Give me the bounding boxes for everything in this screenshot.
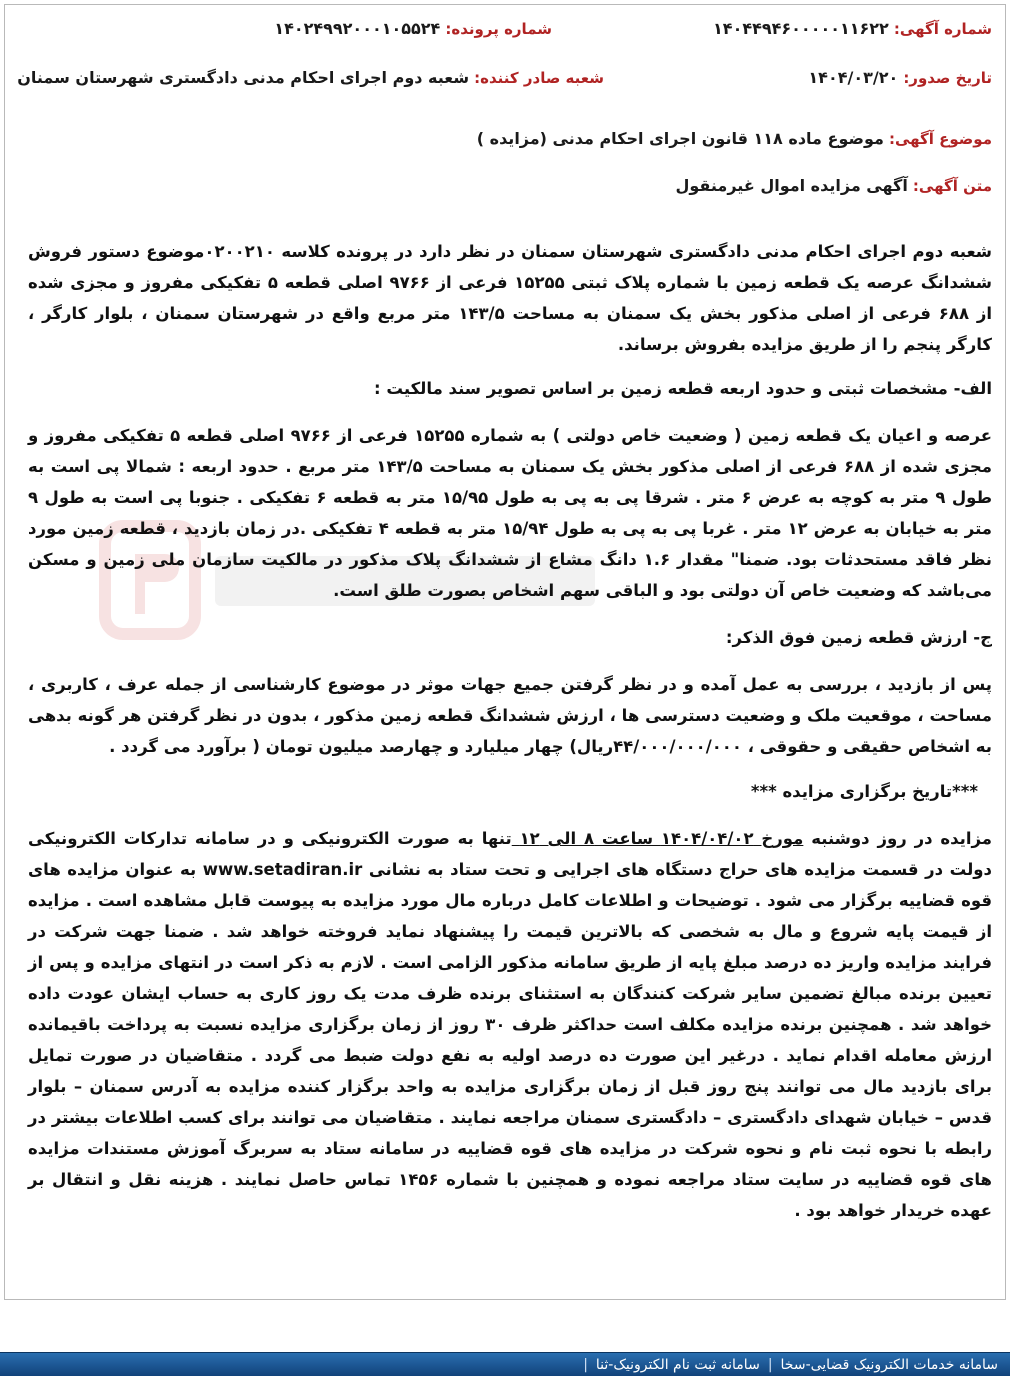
issue-date-value: ۱۴۰۴/۰۳/۲۰ — [808, 68, 899, 87]
issuer-label: شعبه صادر کننده: — [474, 69, 604, 87]
section-c-title: ج- ارزش قطعه زمین فوق الذکر: — [725, 628, 992, 647]
auction-text-2: تنها به صورت الکترونیکی و در سامانه تدارکات الکترونیکی دولت در قسمت مزایده های حراج دستگاه های اجرایی و تحت ستاد به نشانی — [28, 829, 992, 879]
intro-paragraph: شعبه دوم اجرای احکام مدنی دادگستری شهرستان سمنان در نظر دارد در پرونده کلاسه ۰۲۰۰۲۱۰موضوع دستور فروش ششدانگ عرصه یک قطعه زمین با شماره پلاک ثبتی ۱۵۲۵۵ فرعی از ۹۷۶۶ اصلی قطعه ۵ تفکیکی مفروز و مجزی شده از ۶۸۸ فرعی از اصلی مذکور بخش یک سمنان به مساحت ۱۴۳/۵ متر مربع واقع در شهرستان سمنان ، بلوار کارگر ، کارگر پنجم را از طریق مزایده بفروش برساند. — [28, 242, 993, 354]
footer-separator-end: | — [583, 1356, 588, 1373]
auction-paragraph — [28, 823, 992, 1226]
auction-text-3: به عنوان مزایده های قوه قضاییه برگزار می شود . توضیحات و اطلاعات کامل درباره مال مورد مزایده به پیوست قابل مشاهده است . مزایده از قیمت پایه شروع و مال به شخصی که بالاترین قیمت را پیشنهاد نماید فروخته خواهد شد . ضمنا جهت شرکت در فرایند مزایده واریز ده درصد مبلغ پایه از طریق سامانه مذکور الزامی است . لازم به ذکر است در انتهای مزایده و پس از تعیین برنده مبالغ تضمین سایر شرکت کنندگان به استثنای برنده ظرف مدت یک روز کاری به حساب ایشان عودت داده خواهد شد . همچنین برنده مزایده مکلف است حداکثر ظرف ۳۰ روز از زمان برگزاری مزایده نسبت به پرداخت باقیمانده ارزش معامله اقدام نماید . درغیر این صورت ده درصد اولیه به نفع دولت ضبط می گردد . متقاضیان در صورت تمایل برای بازدید مال می توانند پنج روز قبل از زمان برگزاری مزایده به واحد برگزار کننده مزایده به آدرس سمنان – بلوار قدس – خیابان شهدای دادگستری – دادگستری سمنان مراجعه نمایند . متقاضیان می توانند برای کسب اطلاعات بیشتر در رابطه با نحوه ثبت نام و نحوه شرکت در مزایده های قوه قضاییه در سامانه ستاد به سربرگ آموزش مستندات مزایده های قوه قضاییه در سایت ستاد مراجعه نموده و همچنین با شماره ۱۴۵۶ تماس حاصل نمایند . هزینه نقل و انتقال بر عهده خریدار خواهد بود . — [28, 860, 992, 1220]
issuer — [17, 68, 604, 87]
notice-text-title — [675, 176, 992, 195]
subject-value: موضوع ماده ۱۱۸ قانون اجرای احکام مدنی (مزایده ) — [476, 129, 884, 148]
case-number-label: شماره پرونده: — [445, 20, 552, 38]
footer-link-sana[interactable]: سامانه ثبت نام الکترونیک-ثنا — [595, 1356, 760, 1373]
ad-number — [713, 19, 992, 38]
ad-number-label: شماره آگهی: — [893, 20, 992, 38]
notice-text-label: متن آگهی: — [912, 177, 992, 195]
subject — [477, 129, 992, 148]
issuer-value: شعبه دوم اجرای احکام مدنی دادگستری شهرستان سمنان — [17, 68, 470, 87]
auction-date-heading: ***تاریخ برگزاری مزایده *** — [750, 782, 978, 801]
footer-link-sakha[interactable]: سامانه خدمات الکترونیک قضایی-سخا — [780, 1356, 998, 1373]
auction-date-underlined: مورخ ۱۴۰۴/۰۴/۰۲ ساعت ۸ الی ۱۲ — [511, 829, 804, 848]
section-a-text: عرصه و اعیان یک قطعه زمین ( وضعیت خاص دولتی ) به شماره ۱۵۲۵۵ فرعی از ۹۷۶۶ اصلی قطعه ۵ تفکیکی مفروز و مجزی شده از ۶۸۸ فرعی از اصلی مذکور بخش یک سمنان به مساحت ۱۴۳/۵ متر مربع . حدود اربعه : شمالا پی است به طول ۹ متر به کوچه به عرض ۶ متر . شرقا پی به پی به طول ۱۵/۹۵ متر به قطعه ۶ تفکیکی . جنوبا پی است به طول ۹ متر به خیابان به عرض ۱۲ متر . غربا پی به پی به طول ۱۵/۹۴ متر به قطعه ۴ تفکیکی .در زمان بازدید ، قطعه زمین مورد نظر فاقد مستحدثات بود. ضمنا" مقدار ۱.۶ دانگ مشاع از ششدانگ پلاک مذکور در مالکیت سازمان ملی زمین و مسکن می‌باشد که وضعیت خاص آن دولتی بود و الباقی سهم اشخاص بصورت طلق است. — [28, 426, 993, 600]
case-number-value: ۱۴۰۲۴۹۹۲۰۰۰۱۰۵۵۲۴ — [274, 19, 441, 38]
notice-body — [28, 236, 992, 1226]
notice-text-value: آگهی مزایده اموال غیرمنقول — [675, 176, 908, 195]
subject-label: موضوع آگهی: — [888, 130, 992, 148]
footer-bar — [0, 1352, 1010, 1376]
auction-text-1: مزایده در روز دوشنبه — [803, 829, 992, 848]
issue-date — [808, 68, 992, 87]
case-number — [274, 19, 552, 38]
ad-number-value: ۱۴۰۴۴۹۴۶۰۰۰۰۰۱۱۶۲۲ — [713, 19, 889, 38]
setad-link[interactable]: www.setadiran.ir — [202, 860, 363, 879]
section-c-text: پس از بازدید ، بررسی به عمل آمده و در نظر گرفتن جمیع جهات موثر در موضوع کارشناسی از جمله عرف ، کاربری ، مساحت ، موقعیت ملک و وضعیت دسترسی ها ، ارزش ششدانگ قطعه زمین مذکور ، بدون در نظر گرفتن هر گونه بدهی به اشخاص حقیقی و حقوقی ، ۴۴/۰۰۰/۰۰۰/۰۰۰ریال) چهار میلیارد و چهارصد میلیون تومان ( برآورد می گردد . — [28, 675, 992, 756]
footer-separator: | — [767, 1356, 773, 1373]
section-a-title: الف- مشخصات ثبتی و حدود اربعه قطعه زمین بر اساس تصویر سند مالکیت : — [374, 379, 992, 398]
issue-date-label: تاریخ صدور: — [903, 69, 992, 87]
